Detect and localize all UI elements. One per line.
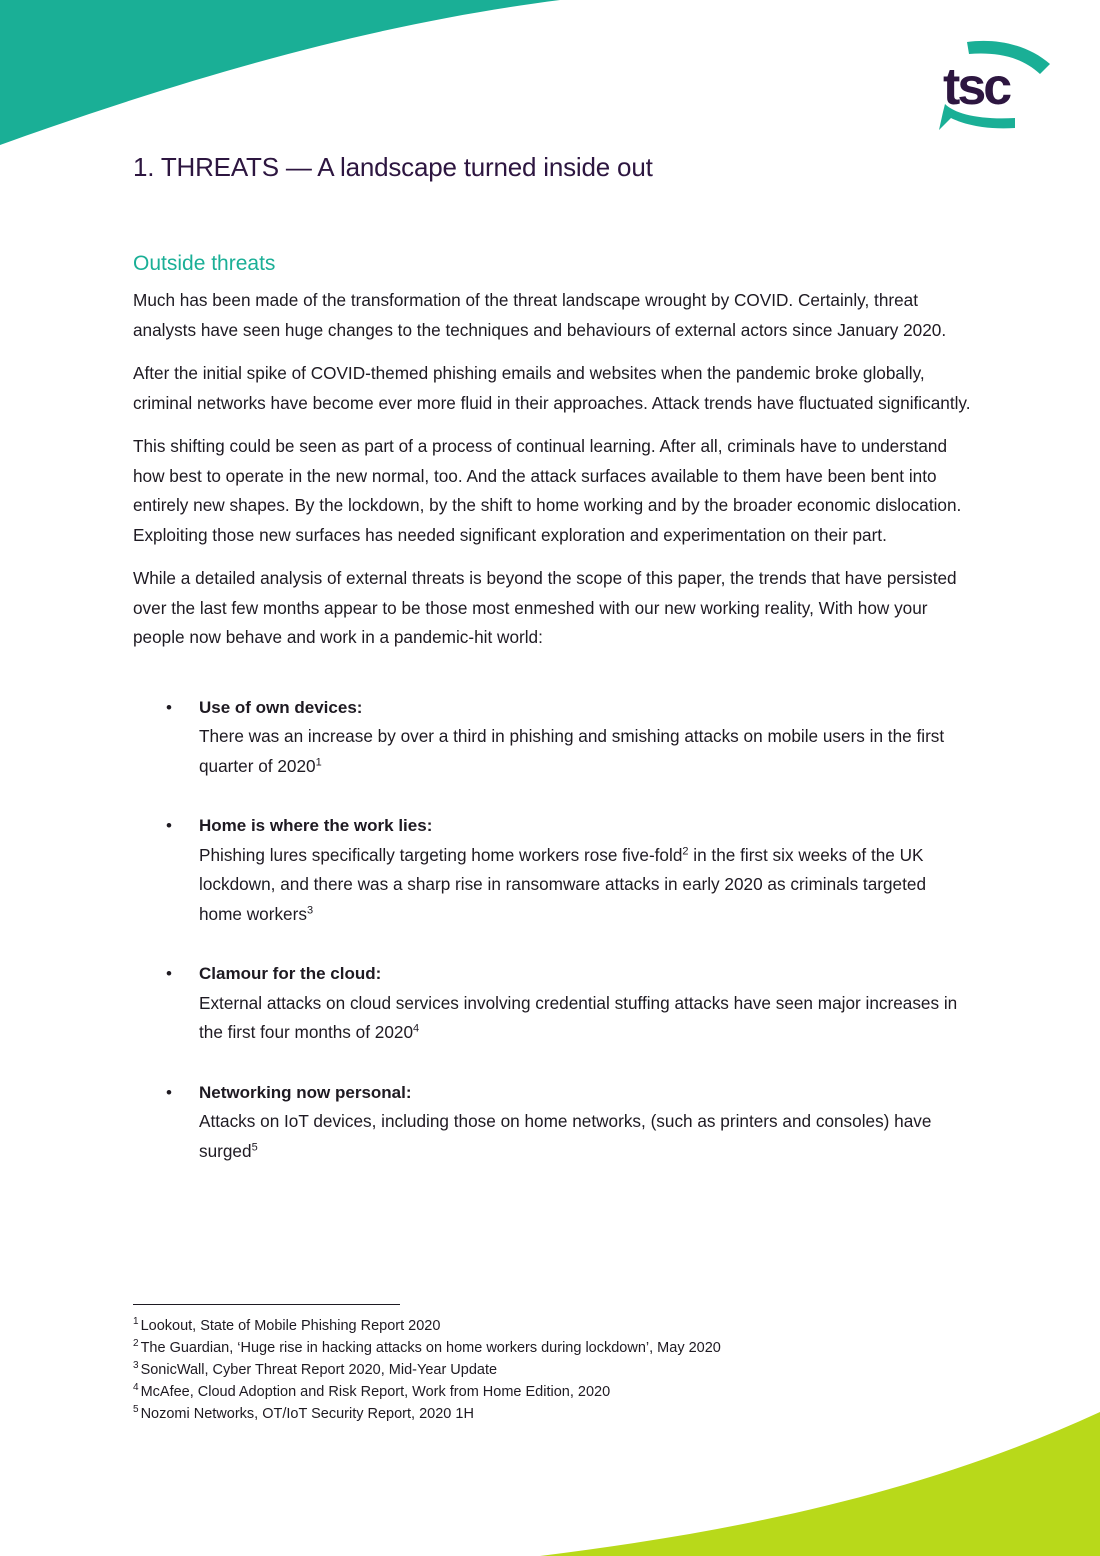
paragraph: Much has been made of the transformation of the threat landscape wrought by COVID. Certainly, threat analysts have seen huge changes to the techniques and behaviours of external actors since January 2020.: [133, 290, 947, 340]
footnote-ref[interactable]: 1: [315, 755, 322, 768]
threat-trend-list: [133, 693, 973, 1167]
footnote-text: The Guardian, ‘Huge rise in hacking attacks on home workers during lockdown’, May 2020: [140, 1340, 721, 1356]
footnote-text: Nozomi Networks, OT/IoT Security Report, 2020 1H: [140, 1406, 474, 1422]
bullet-body: There was an increase by over a third in phishing and smishing attacks on mobile users in the first quarter of 2020: [199, 726, 945, 776]
bullet-text: [199, 722, 973, 781]
footnote-text: SonicWall, Cyber Threat Report 2020, Mid-Year Update: [140, 1362, 498, 1378]
footnote-ref[interactable]: 2: [682, 844, 689, 857]
top-teal-swoosh: [0, 0, 600, 160]
footnote-number: 2: [133, 1338, 139, 1350]
footnote-ref[interactable]: 3: [306, 903, 314, 916]
main-content: [133, 252, 973, 1196]
footnote-divider: [133, 1304, 400, 1305]
footnote: [133, 1315, 833, 1337]
bullet-title: • Clamour for the cloud:: [199, 964, 382, 983]
logo-text: tsc: [943, 58, 1010, 116]
paragraph: After the initial spike of COVID-themed phishing emails and websites when the pandemic broke globally, criminal networks have become ever more fluid in their approaches. Attack trends have fluctuated significantly.: [133, 363, 971, 413]
bullet-text: [199, 1107, 973, 1166]
list-item: [133, 959, 973, 1048]
bullet-body: External attacks on cloud services involving credential stuffing attacks have seen major increases in the first four months of 2020: [199, 992, 958, 1042]
bullet-title: • Home is where the work lies:: [199, 816, 433, 835]
footnote: [133, 1337, 833, 1359]
bullet-text: [199, 989, 973, 1048]
footnote-number: 5: [133, 1404, 139, 1416]
footnote-number: 4: [133, 1382, 139, 1394]
bullet-body: in the first six weeks of the UK lockdown, and there was a sharp rise in ransomware attacks in early 2020 as criminals targeted home workers: [199, 844, 927, 924]
footnote: [133, 1359, 833, 1381]
bottom-lime-swoosh: [500, 1400, 1100, 1556]
bullet-title: • Use of own devices:: [199, 697, 363, 717]
section-heading: Outside threats: [133, 252, 276, 275]
footnote-text: Lookout, State of Mobile Phishing Report 2020: [140, 1318, 441, 1334]
bullet-body: Attacks on IoT devices, including those on home networks, (such as printers and consoles) have surged: [199, 1111, 932, 1161]
page-title: 1. THREATS — A landscape turned inside out: [133, 152, 653, 182]
footnote-ref[interactable]: 4: [413, 1022, 420, 1035]
footnote-number: 1: [133, 1316, 139, 1328]
paragraph: This shifting could be seen as part of a process of continual learning. After all, criminals have to understand how best to operate in the new normal, too. And the attack surfaces available to them have been bent into entirely new shapes. By the lockdown, by the shift to home working and by the broader economic dislocation. Exploiting those new surfaces has needed significant exploration and experimentation on their part.: [133, 436, 962, 545]
tsc-logo-icon: [935, 34, 1060, 134]
footnote-number: 3: [133, 1360, 139, 1372]
list-item: [133, 693, 973, 782]
footnote-text: McAfee, Cloud Adoption and Risk Report, Work from Home Edition, 2020: [140, 1384, 611, 1400]
list-item: [133, 811, 973, 929]
footnote-ref[interactable]: 5: [251, 1140, 258, 1153]
bullet-text: [199, 841, 973, 930]
list-item: [133, 1078, 973, 1167]
bullet-title: • Networking now personal:: [199, 1082, 412, 1102]
paragraph: While a detailed analysis of external threats is beyond the scope of this paper, the trends that have persisted over the last few months appear to be those most enmeshed with our new working reality, With how your people now behave and work in a pandemic-hit world:: [133, 568, 957, 647]
bullet-body: Phishing lures specifically targeting home workers rose five-fold: [199, 844, 683, 865]
